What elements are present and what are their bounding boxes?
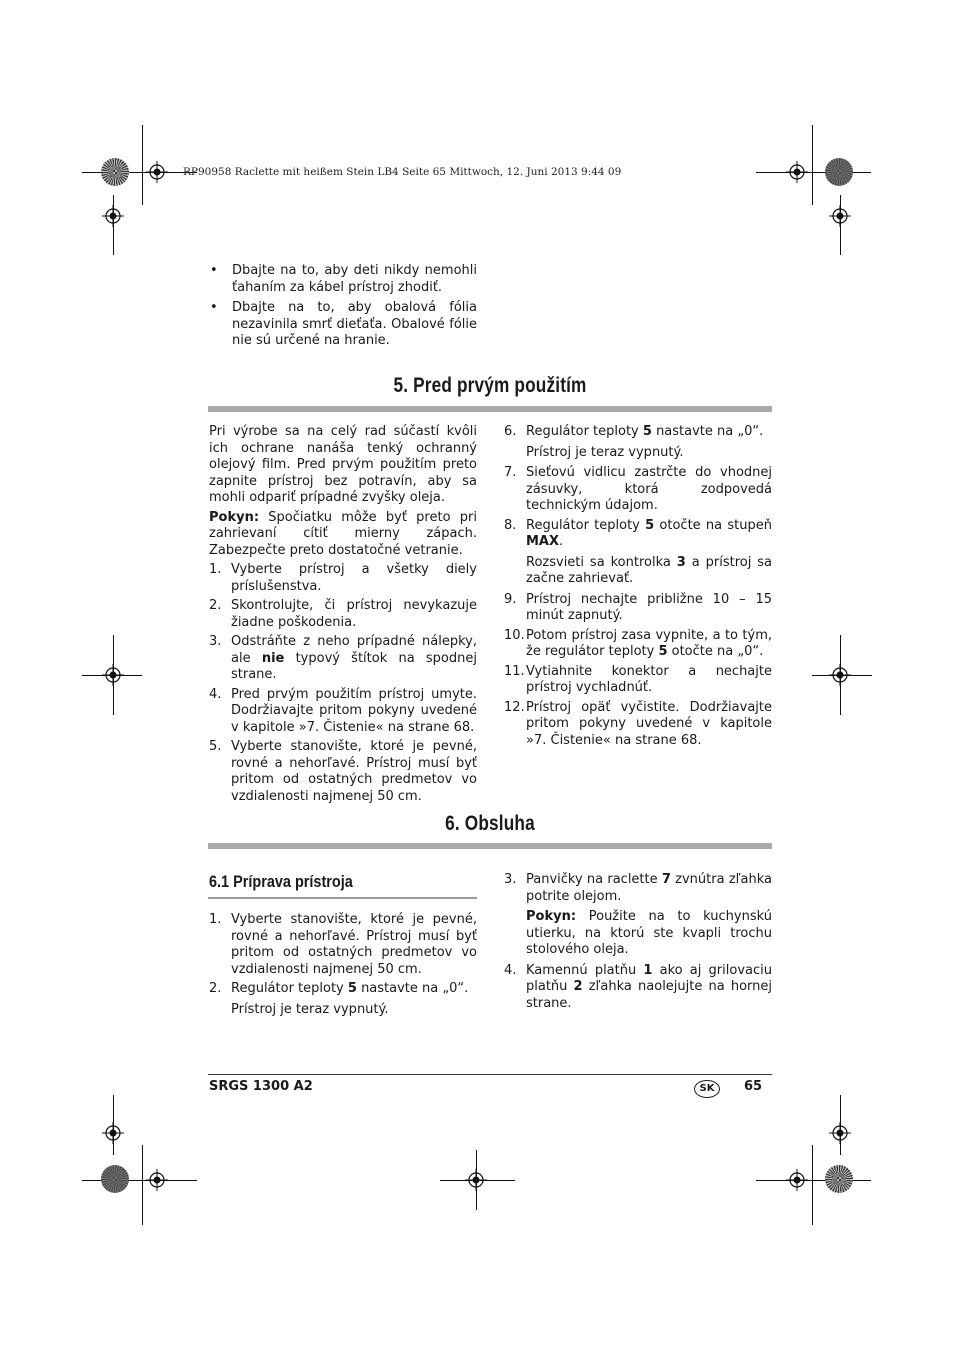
list-item: 2. Skontrolujte, či prístroj nevykazuje žiadne poškodenia. bbox=[209, 598, 477, 630]
list-item: 6. Regulátor teploty 5 nastavte na „0“. Prístroj je teraz vypnutý. bbox=[504, 424, 764, 460]
section-6-title: 6. Obsluha bbox=[445, 812, 535, 835]
section-5-left-column bbox=[209, 424, 477, 808]
list-item: 1. Vyberte stanovište, ktoré je pevné, rovné a nehorľavé. Prístroj musí byť pritom od ostatných predmetov vo vzdialenosti najmenej 50 cm. bbox=[209, 912, 477, 977]
color-rosette-icon bbox=[825, 158, 853, 186]
list-item: 12. Prístroj opäť vyčistite. Dodržiavajte pritom pokyny uvedené v kapitole »7. Čistenie« na strane 68. bbox=[504, 699, 772, 748]
list-item: 2. Regulátor teploty 5 nastavte na „0“. Prístroj je teraz vypnutý. bbox=[209, 981, 469, 1017]
color-rosette-icon bbox=[825, 1165, 853, 1193]
section-6-rule bbox=[208, 843, 772, 849]
bullet-text: Dbajte na to, aby obalová fólia nezavinila smrť dieťaťa. Obalové fólie nie sú určené na hranie. bbox=[232, 300, 477, 348]
note-text: Spočiatku môže byť preto pri zahrievaní cítiť mierny zápach. Zabezpečte preto dostatočné vetranie. bbox=[209, 509, 477, 558]
section-5-right-column bbox=[504, 424, 772, 752]
registration-mark-icon bbox=[102, 1122, 124, 1144]
registration-mark-icon bbox=[786, 161, 808, 183]
registration-mark-icon bbox=[102, 205, 124, 227]
list-item: 3. Odstráňte z neho prípadné nálepky, ale nie typový štítok na spodnej strane. bbox=[209, 634, 477, 682]
section-6-right-column bbox=[504, 872, 772, 1015]
note-paragraph bbox=[209, 510, 477, 560]
list-item: 10. Potom prístroj zasa vypnite, a to tým, že regulátor teploty 5 otočte na „0“. bbox=[504, 627, 772, 659]
bullet-dot-icon: • bbox=[210, 263, 218, 278]
list-item: 7. Sieťovú vidlicu zastrčte do vhodnej zásuvky, ktorá zodpovedá technickým údajom. bbox=[504, 465, 772, 513]
page-number: 65 bbox=[744, 1079, 763, 1094]
section-6-1-rule bbox=[208, 897, 477, 899]
list-item: 11. Vytiahnite konektor a nechajte prístroj vychladnúť. bbox=[504, 663, 772, 695]
list-item: 4. Kamennú platňu 1 ako aj grilovaciu platňu 2 zľahka naolejujte na hornej strane. bbox=[504, 962, 772, 1011]
registration-mark-icon bbox=[786, 1169, 808, 1191]
language-badge: SK bbox=[694, 1080, 720, 1098]
registration-mark-icon bbox=[829, 1122, 851, 1144]
footer-model: SRGS 1300 A2 bbox=[209, 1079, 313, 1094]
registration-mark-icon bbox=[465, 1169, 487, 1191]
list-item: 1. Vyberte prístroj a všetky diely príslušenstva. bbox=[209, 562, 477, 594]
list-item: 5. Vyberte stanovište, ktoré je pevné, rovné a nehorľavé. Prístroj musí byť pritom od ostatných predmetov vo vzdialenosti najmenej 50 cm. bbox=[209, 739, 477, 804]
list-item: 4. Pred prvým použitím prístroj umyte. Dodržiavajte pritom pokyny uvedené v kapitole »7. Čistenie« na strane 68. bbox=[209, 686, 477, 735]
bullet-item bbox=[210, 263, 477, 296]
list-item: 8. Regulátor teploty 5 otočte na stupeň MAX. Rozsvieti sa kontrolka 3 a prístroj sa začne zahrievať. bbox=[504, 517, 772, 586]
note-label: Pokyn: bbox=[209, 509, 260, 525]
section-6-1-title: 6.1 Príprava prístroja bbox=[209, 872, 353, 891]
print-header: RP90958 Raclette mit heißem Stein LB4 Seite 65 Mittwoch, 12. Juni 2013 9:44 09 bbox=[183, 166, 622, 178]
bullet-text: Dbajte na to, aby deti nikdy nemohli ťahaním za kábel prístroj zhodiť. bbox=[232, 263, 477, 295]
section-5-rule bbox=[208, 406, 772, 412]
registration-mark-icon bbox=[829, 664, 851, 686]
intro-paragraph: Pri výrobe sa na celý rad súčastí kvôli ich ochrane nanáša tenký ochranný olejový film. Pred prvým použitím preto zapnite prístroj bez potravín, aby sa mohli odpariť prípadné zvyšky oleja. bbox=[209, 424, 477, 505]
registration-mark-icon bbox=[102, 664, 124, 686]
footer-rule bbox=[208, 1074, 772, 1075]
color-rosette-icon bbox=[101, 1165, 129, 1193]
list-item: 9. Prístroj nechajte približne 10 – 15 minút zapnutý. bbox=[504, 591, 772, 623]
registration-mark-icon bbox=[146, 1169, 168, 1191]
list-item: 3. Panvičky na raclette 7 zvnútra zľahka potrite olejom. Pokyn: Použite na to kuchynskú utierku, na ktorú ste kvapli trochu stolového oleja. bbox=[504, 872, 772, 957]
bullet-item bbox=[210, 300, 477, 350]
section-6-left-column bbox=[209, 912, 477, 1022]
section-5-title: 5. Pred prvým použitím bbox=[393, 374, 587, 397]
bullet-dot-icon: • bbox=[210, 300, 218, 315]
registration-mark-icon bbox=[829, 205, 851, 227]
color-rosette-icon bbox=[101, 158, 129, 186]
registration-mark-icon bbox=[146, 161, 168, 183]
